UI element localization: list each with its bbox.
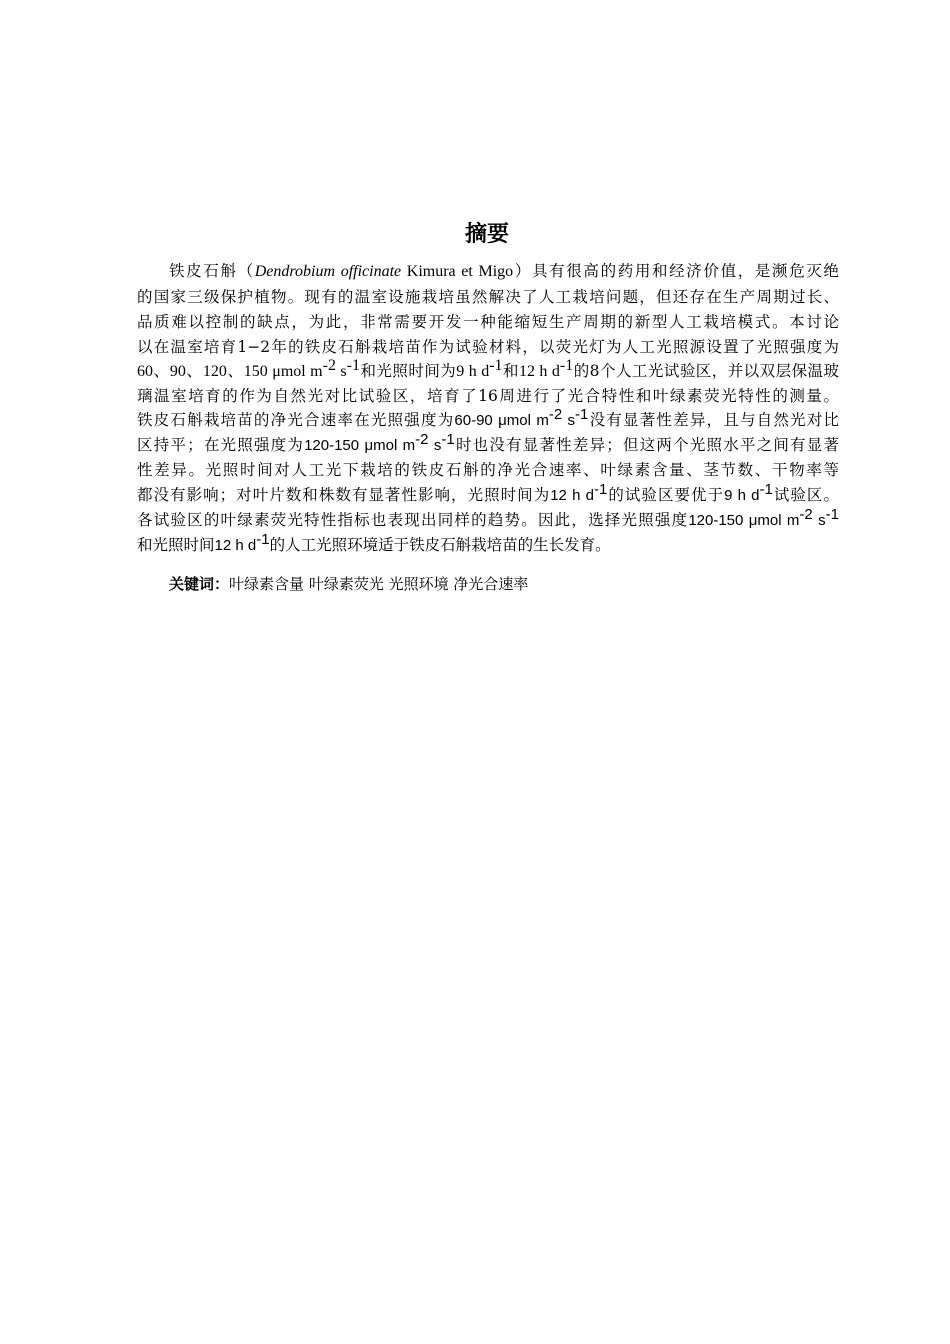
text-span: 品质难以控制的缺点，为此，非常需要开发一种能缩短生产周期的新型人工栽培模式。本讨论 [137, 313, 839, 331]
superscript: -1 [593, 481, 608, 498]
species-name-italic: Dendrobium officinate [254, 263, 402, 280]
abstract-line [137, 433, 839, 457]
abstract-line [137, 384, 839, 408]
abstract-line [137, 359, 839, 383]
text-span: 没有显著性差异，且与自然光对比 [588, 411, 839, 429]
keywords-line [169, 572, 528, 596]
superscript: -1 [559, 357, 574, 374]
text-span: 和 [502, 362, 519, 380]
text-span: 时也没有显著性差异；但这两个光照水平之间有显著 [454, 436, 839, 454]
superscript: -1 [489, 357, 503, 374]
abstract-line [137, 483, 839, 507]
keyword-item: 净光合速率 [453, 575, 529, 593]
text-span: 铁皮石斛栽培苗的净光合速率在光照强度为 [137, 411, 455, 429]
text-span: 的试验区要优于 [607, 486, 725, 504]
text-span: s [812, 512, 826, 529]
text-span: 9 h d [456, 363, 490, 380]
text-span: 120-150 μmol m [304, 437, 416, 454]
text-span: 和光照时间为 [360, 362, 457, 380]
superscript: -1 [441, 431, 455, 448]
text-span: 12 h d [214, 537, 257, 554]
keyword-item: 光照环境 [388, 575, 449, 593]
text-span: 60-90 μmol m [454, 412, 549, 429]
superscript: -2 [415, 431, 429, 448]
text-span: 铁皮石斛（ [169, 262, 255, 280]
superscript: -1 [825, 506, 839, 523]
abstract-title: 摘要 [464, 222, 509, 247]
text-span: s [562, 412, 576, 429]
text-span: 的人工光照环境适于铁皮石斛栽培苗的生长发育。 [269, 536, 611, 554]
text-span: 性差异。光照时间对人工光下栽培的铁皮石斛的净光合速率、叶绿素含量、茎节数、干物率等 [137, 461, 839, 479]
text-span: 璃温室培育的作为自然光对比试验区，培育了16周进行了光合特性和叶绿素荧光特性的测量。 [137, 387, 839, 405]
text-span: s [335, 363, 347, 380]
text-span: 12 h d [550, 487, 594, 504]
text-span: 12 h d [518, 363, 560, 380]
text-span: 的8个人工光试验区，并以双层保温玻 [573, 362, 839, 380]
superscript: -1 [346, 357, 360, 374]
text-span: 120-150 μmol m [688, 512, 800, 529]
superscript: -1 [256, 531, 270, 548]
text-span: 以在温室培育1−2年的铁皮石斛栽培苗作为试验材料，以荧光灯为人工光照源设置了光照强度为 [137, 338, 839, 356]
abstract-line [137, 508, 839, 532]
superscript: -1 [575, 406, 589, 423]
superscript: -2 [548, 406, 563, 423]
abstract-line [137, 408, 839, 432]
keyword-item: 叶绿素含量 [229, 575, 305, 593]
text-span: s [428, 437, 442, 454]
text-span: 9 h d [724, 487, 760, 504]
superscript: -2 [799, 506, 813, 523]
text-span: 各试验区的叶绿素荧光特性指标也表现出同样的趋势。因此，选择光照强度 [137, 511, 689, 529]
text-span: 都没有影响；对叶片数和株数有显著性影响，光照时间为 [137, 486, 551, 504]
abstract-line [137, 335, 839, 359]
abstract-line [169, 259, 839, 283]
text-span: ）具有很高的药用和经济价值，是濒危灭绝 [513, 262, 839, 280]
abstract-line [137, 285, 839, 309]
text-span: 和光照时间 [137, 536, 215, 554]
keyword-item: 叶绿素荧光 [308, 575, 384, 593]
species-authority: Kimura et Migo [401, 263, 514, 280]
keywords-label: 关键词： [169, 575, 230, 593]
abstract-line [137, 310, 839, 334]
superscript: -2 [322, 357, 336, 374]
abstract-line [137, 533, 839, 557]
abstract-line [137, 458, 839, 482]
superscript: -1 [759, 481, 773, 498]
text-span: 60、90、120、150 μmol m [137, 363, 323, 380]
text-span: 区持平；在光照强度为 [137, 436, 305, 454]
text-span: 的国家三级保护植物。现有的温室设施栽培虽然解决了人工栽培问题，但还存在生产周期过长、 [137, 288, 839, 306]
text-span: 试验区。 [772, 486, 839, 504]
